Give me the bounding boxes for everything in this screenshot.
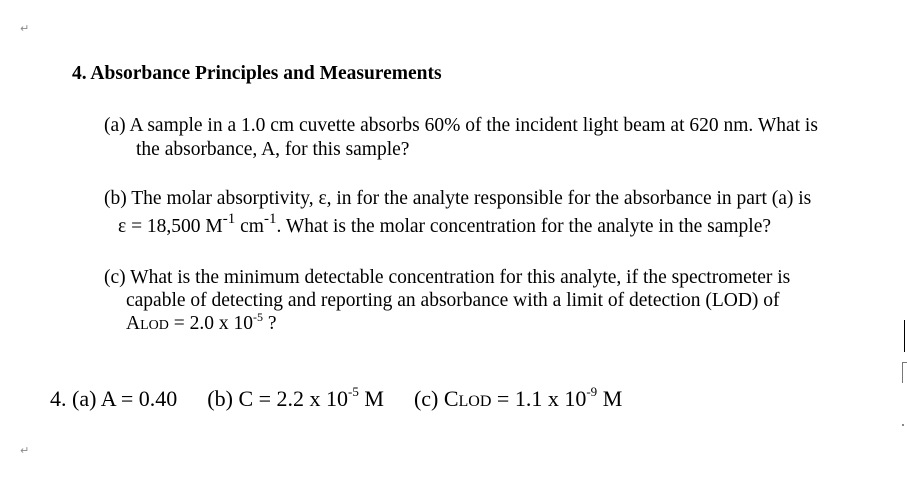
answer-c-unit: M — [597, 386, 623, 411]
answer-b-exponent: -5 — [348, 384, 359, 399]
answer-c-exponent: -9 — [586, 384, 598, 399]
answer-c-value: = 1.1 x 10 — [491, 386, 587, 411]
question-c-exponent: -5 — [253, 310, 263, 324]
answer-b: (b) C = 2.2 x 10 — [207, 386, 349, 411]
question-c-line3 — [126, 312, 277, 337]
question-c-lod-subscript: LOD — [140, 318, 169, 333]
question-c-line2: capable of detecting and reporting an absorbance with a limit of detection (LOD) of — [126, 290, 780, 311]
answer-line — [50, 386, 622, 412]
question-b-line2 — [118, 211, 772, 240]
answer-b-unit: M — [358, 386, 384, 411]
text-cursor — [904, 320, 905, 352]
question-b-cm: cm — [235, 216, 264, 237]
answer-c-lod-subscript: LOD — [458, 393, 492, 410]
question-b-line1: (b) The molar absorptivity, ε, in for the analyte responsible for the absorbance in part (a) is — [104, 188, 812, 209]
question-c-line1: (c) What is the minimum detectable concentration for this analyte, if the spectrometer is — [104, 267, 791, 288]
answer-c: (c) C — [413, 386, 459, 411]
section-heading: 4. Absorbance Principles and Measurements — [72, 63, 442, 84]
question-c-value: = 2.0 x 10 — [168, 313, 253, 334]
question-c-a: A — [126, 313, 141, 334]
question-b-exp1: -1 — [222, 211, 236, 227]
question-a-line1: (a) A sample in a 1.0 cm cuvette absorbs 60% of the incident light beam at 620 nm. What is — [104, 115, 818, 136]
paragraph-mark-bottom: ↵ — [20, 444, 30, 457]
question-b-exp2: -1 — [263, 211, 277, 227]
question-b-epsilon-value: ε = 18,500 M — [118, 216, 223, 237]
paragraph-mark-top: ↵ — [20, 22, 30, 35]
question-c-end: ? — [263, 313, 277, 334]
margin-dot-mark — [902, 424, 904, 426]
answer-a: 4. (a) A = 0.40 — [50, 386, 178, 411]
margin-bracket-mark — [902, 362, 907, 383]
question-a-line2: the absorbance, A, for this sample? — [136, 139, 410, 160]
question-b-question: . What is the molar concentration for the analyte in the sample? — [276, 216, 772, 237]
